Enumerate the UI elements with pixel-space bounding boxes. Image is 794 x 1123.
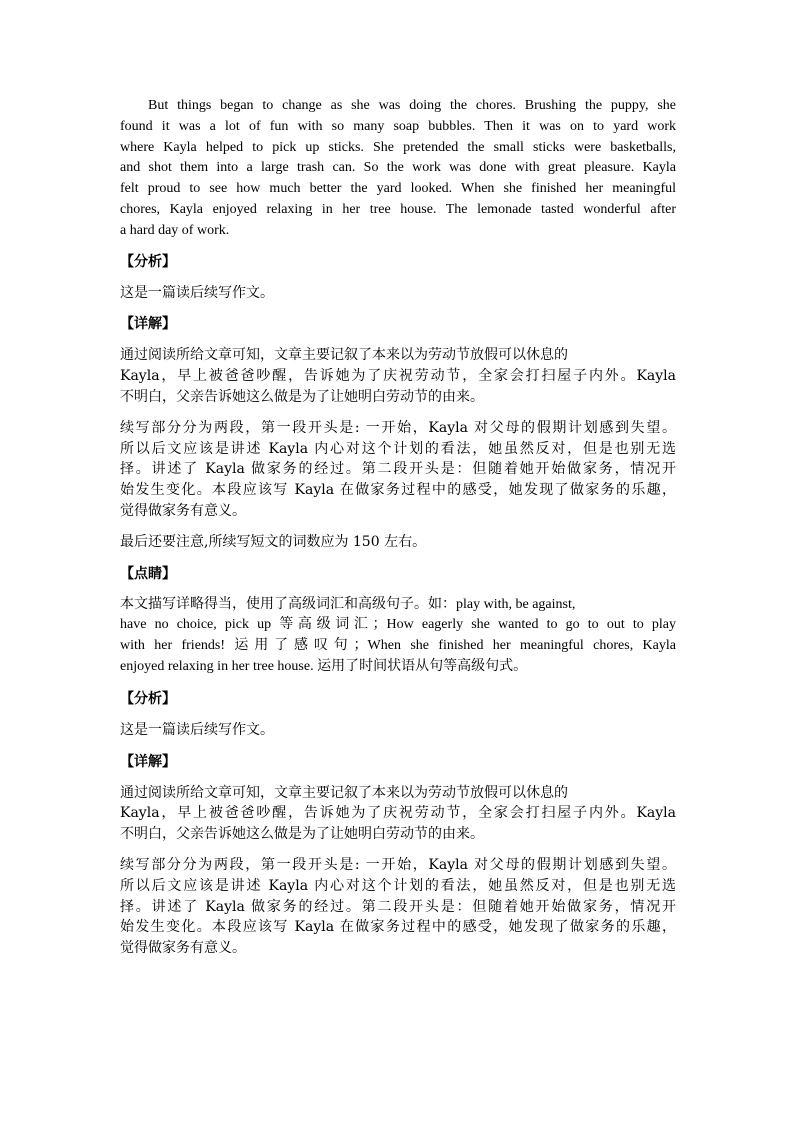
- explanation-paragraph: [120, 783, 676, 845]
- text-line: 续写部分分为两段，第一段开头是: 一开始，Kayla 对父母的假期计划感到失望。: [120, 419, 676, 436]
- story-line: and shot them into a large trash can. So the work was done with great pleasure. Kayla: [120, 160, 676, 176]
- section-heading-explanation: 【详解】: [120, 753, 176, 770]
- text-line: 这是一篇读后续写作文。: [120, 721, 274, 738]
- text-line: 择。讲述了 Kayla 做家务的经过。第二段开头是：但随着她开始做家务，情况开: [120, 461, 676, 478]
- text-line: 始发生变化。本段应该写 Kayla 在做家务过程中的感受，她发现了做家务的乐趣，: [120, 919, 676, 936]
- text-line: 最后还要注意,所续写短文的词数应为 150 左右。: [120, 533, 427, 550]
- story-line: felt proud to see how much better the yard looked. When she finished her meaningful: [120, 181, 676, 197]
- explanation-paragraph: [120, 532, 676, 553]
- text-line: 本文描写详略得当，使用了高级词汇和高级句子。如：play with, be against,: [120, 596, 576, 612]
- section-heading-explanation: 【详解】: [120, 316, 176, 333]
- text-line: with her friends! 运用了感叹句；When she finished her meaningful chores, Kayla: [120, 638, 676, 654]
- section-heading-analysis: 【分析】: [120, 253, 176, 270]
- story-line: where Kayla helped to pick up sticks. She pretended the small sticks were basketballs,: [120, 139, 676, 155]
- explanation-paragraph: [120, 418, 676, 522]
- explanation-paragraph: [120, 345, 676, 407]
- text-line: 续写部分分为两段，第一段开头是: 一开始，Kayla 对父母的假期计划感到失望。: [120, 856, 676, 873]
- section-heading-highlight: 【点睛】: [120, 565, 176, 582]
- story-line: chores, Kayla enjoyed relaxing in her tree house. The lemonade tasted wonderful after: [120, 201, 676, 217]
- story-line: But things began to change as she was doing the chores. Brushing the puppy, she: [148, 98, 676, 113]
- text-line: 所以后文应该是讲述 Kayla 内心对这个计划的看法，她虽然反对，但是也别无选: [120, 877, 676, 894]
- explanation-paragraph: [120, 855, 676, 959]
- text-line: 不明白，父亲告诉她这么做是为了让她明白劳动节的由来。: [120, 388, 484, 405]
- analysis-text: [120, 720, 676, 741]
- story-line: found it was a lot of fun with so many soap bubbles. Then it was on to yard work: [120, 118, 676, 134]
- text-line: 择。讲述了 Kayla 做家务的经过。第二段开头是：但随着她开始做家务，情况开: [120, 898, 676, 915]
- section-heading-analysis: 【分析】: [120, 690, 176, 707]
- text-line: 通过阅读所给文章可知，文章主要记叙了本来以为劳动节放假可以休息的: [120, 347, 568, 364]
- text-line: Kayla，早上被爸爸吵醒，告诉她为了庆祝劳动节，全家会打扫屋子内外。Kayla: [120, 805, 676, 822]
- text-line: 这是一篇读后续写作文。: [120, 284, 274, 301]
- text-line: Kayla，早上被爸爸吵醒，告诉她为了庆祝劳动节，全家会打扫屋子内外。Kayla: [120, 368, 676, 385]
- document-page: [120, 96, 676, 959]
- text-line: 所以后文应该是讲述 Kayla 内心对这个计划的看法，她虽然反对，但是也别无选: [120, 440, 676, 457]
- text-line: 始发生变化。本段应该写 Kayla 在做家务过程中的感受，她发现了做家务的乐趣，: [120, 482, 676, 499]
- text-line: 觉得做家务有意义。: [120, 940, 246, 957]
- text-line: 觉得做家务有意义。: [120, 502, 246, 519]
- analysis-text: [120, 283, 676, 304]
- highlight-paragraph: [120, 595, 676, 678]
- text-line: enjoyed relaxing in her tree house. 运用了时间状语从句等高级句式。: [120, 658, 528, 674]
- story-line: a hard day of work.: [120, 222, 230, 238]
- text-line: 不明白，父亲告诉她这么做是为了让她明白劳动节的由来。: [120, 826, 484, 843]
- story-paragraph: [120, 96, 676, 242]
- text-line: have no choice, pick up 等高级词汇；How eagerly she wanted to go to out to play: [120, 617, 676, 633]
- text-line: 通过阅读所给文章可知，文章主要记叙了本来以为劳动节放假可以休息的: [120, 784, 568, 801]
